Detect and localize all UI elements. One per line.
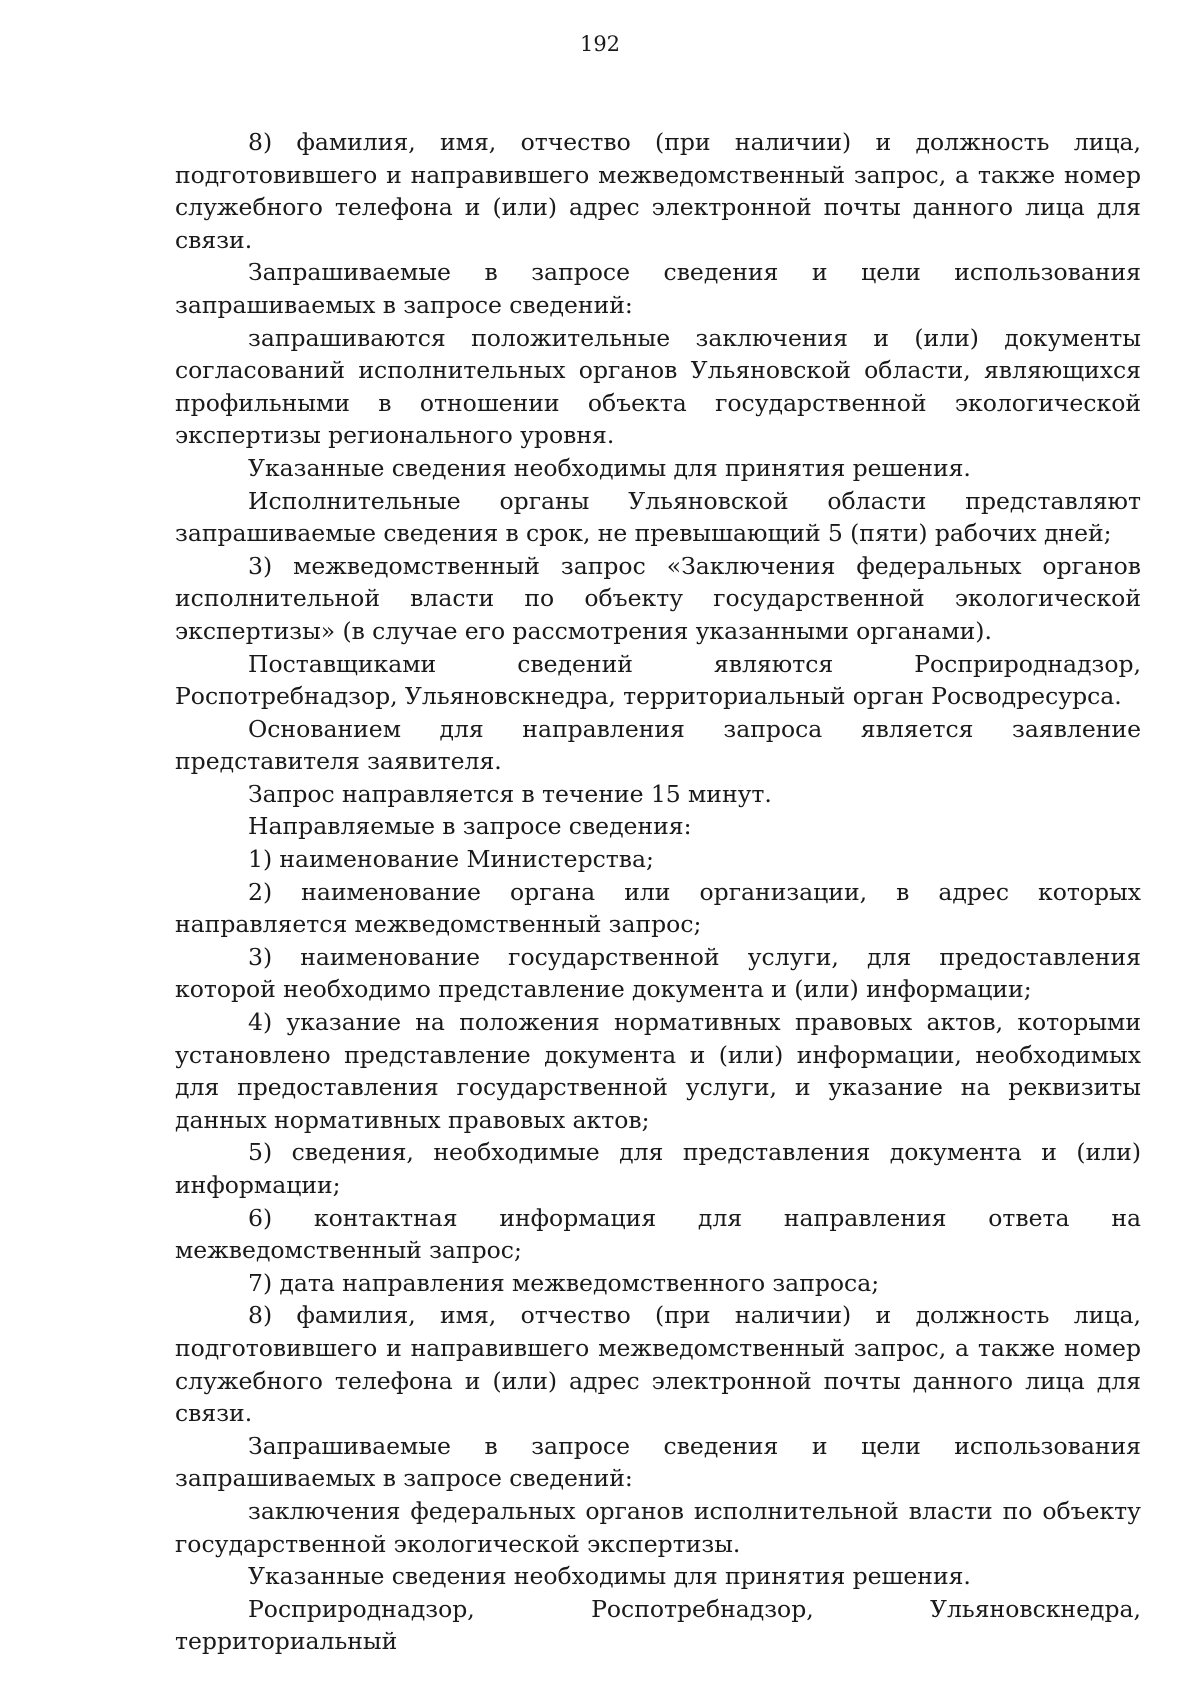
paragraph-request-timing: Запрос направляется в течение 15 минут. bbox=[248, 779, 772, 808]
paragraph-item-8-contact-person: 8) фамилия, имя, отчество (при наличии) и должность лица, подготовившего и направившего межведомственный запрос, а также номер служебного телефона и (или) адрес электронной почты данного лица для связи. bbox=[175, 128, 1141, 254]
page-number: 192 bbox=[579, 32, 621, 56]
paragraph-info-providers: Поставщиками сведений являются Росприроднадзор, Роспотребнадзор, Ульяновскнедра, территориальный орган Росводресурса. bbox=[175, 649, 1141, 711]
paragraph-info-needed-for-decision-2: Указанные сведения необходимы для принятия решения. bbox=[248, 1562, 971, 1591]
paragraph-request-basis: Основанием для направления запроса является заявление представителя заявителя. bbox=[175, 714, 1141, 776]
paragraph-response-deadline: Исполнительные органы Ульяновской области представляют запрашиваемые сведения в срок, не превышающий 5 (пяти) рабочих дней; bbox=[175, 486, 1141, 548]
paragraph-federal-conclusions: заключения федеральных органов исполнительной власти по объекту государственной экологической экспертизы. bbox=[175, 1496, 1141, 1558]
paragraph-item-3-interagency-request: 3) межведомственный запрос «Заключения федеральных органов исполнительной власти по объекту государственной экологической экспертизы» (в случае его рассмотрения указанными органами). bbox=[175, 551, 1141, 645]
list-item-4: 4) указание на положения нормативных правовых актов, которыми установлено представление документа и (или) информации, необходимых для предоставления государственной услуги, и указание на реквизиты данных нормативных правовых актов; bbox=[175, 1008, 1141, 1134]
paragraph-requested-info-purpose: Запрашиваемые в запросе сведения и цели использования запрашиваемых в запросе сведений: bbox=[175, 258, 1141, 319]
paragraph-info-needed-for-decision: Указанные сведения необходимы для принятия решения. bbox=[248, 453, 971, 482]
list-item-3: 3) наименование государственной услуги, для предоставления которой необходимо представление документа и (или) информации; bbox=[175, 942, 1141, 1004]
list-item-6: 6) контактная информация для направления ответа на межведомственный запрос; bbox=[175, 1203, 1141, 1265]
list-item-7: 7) дата направления межведомственного запроса; bbox=[248, 1268, 880, 1297]
paragraph-sent-info-heading: Направляемые в запросе сведения: bbox=[248, 812, 692, 841]
list-item-5: 5) сведения, необходимые для представления документа и (или) информации; bbox=[175, 1138, 1141, 1199]
document-body bbox=[175, 126, 1141, 1658]
paragraph-requested-info-purpose-2: Запрашиваемые в запросе сведения и цели использования запрашиваемых в запросе сведений: bbox=[175, 1431, 1141, 1493]
list-item-2: 2) наименование органа или организации, в адрес которых направляется межведомственный запрос; bbox=[175, 877, 1141, 939]
paragraph-continued-agencies: Росприроднадзор, Роспотребнадзор, Ульяновскнедра, территориальный bbox=[175, 1594, 1141, 1656]
list-item-8: 8) фамилия, имя, отчество (при наличии) и должность лица, подготовившего и направившего межведомственный запрос, а также номер служебного телефона и (или) адрес электронной почты данного лица для связи. bbox=[175, 1301, 1141, 1428]
list-item-1: 1) наименование Министерства; bbox=[248, 845, 654, 874]
paragraph-requested-approvals: запрашиваются положительные заключения и (или) документы согласований исполнительных органов Ульяновской области, являющихся профильными в отношении объекта государственной экологической экспертизы регионального уровня. bbox=[175, 323, 1141, 450]
